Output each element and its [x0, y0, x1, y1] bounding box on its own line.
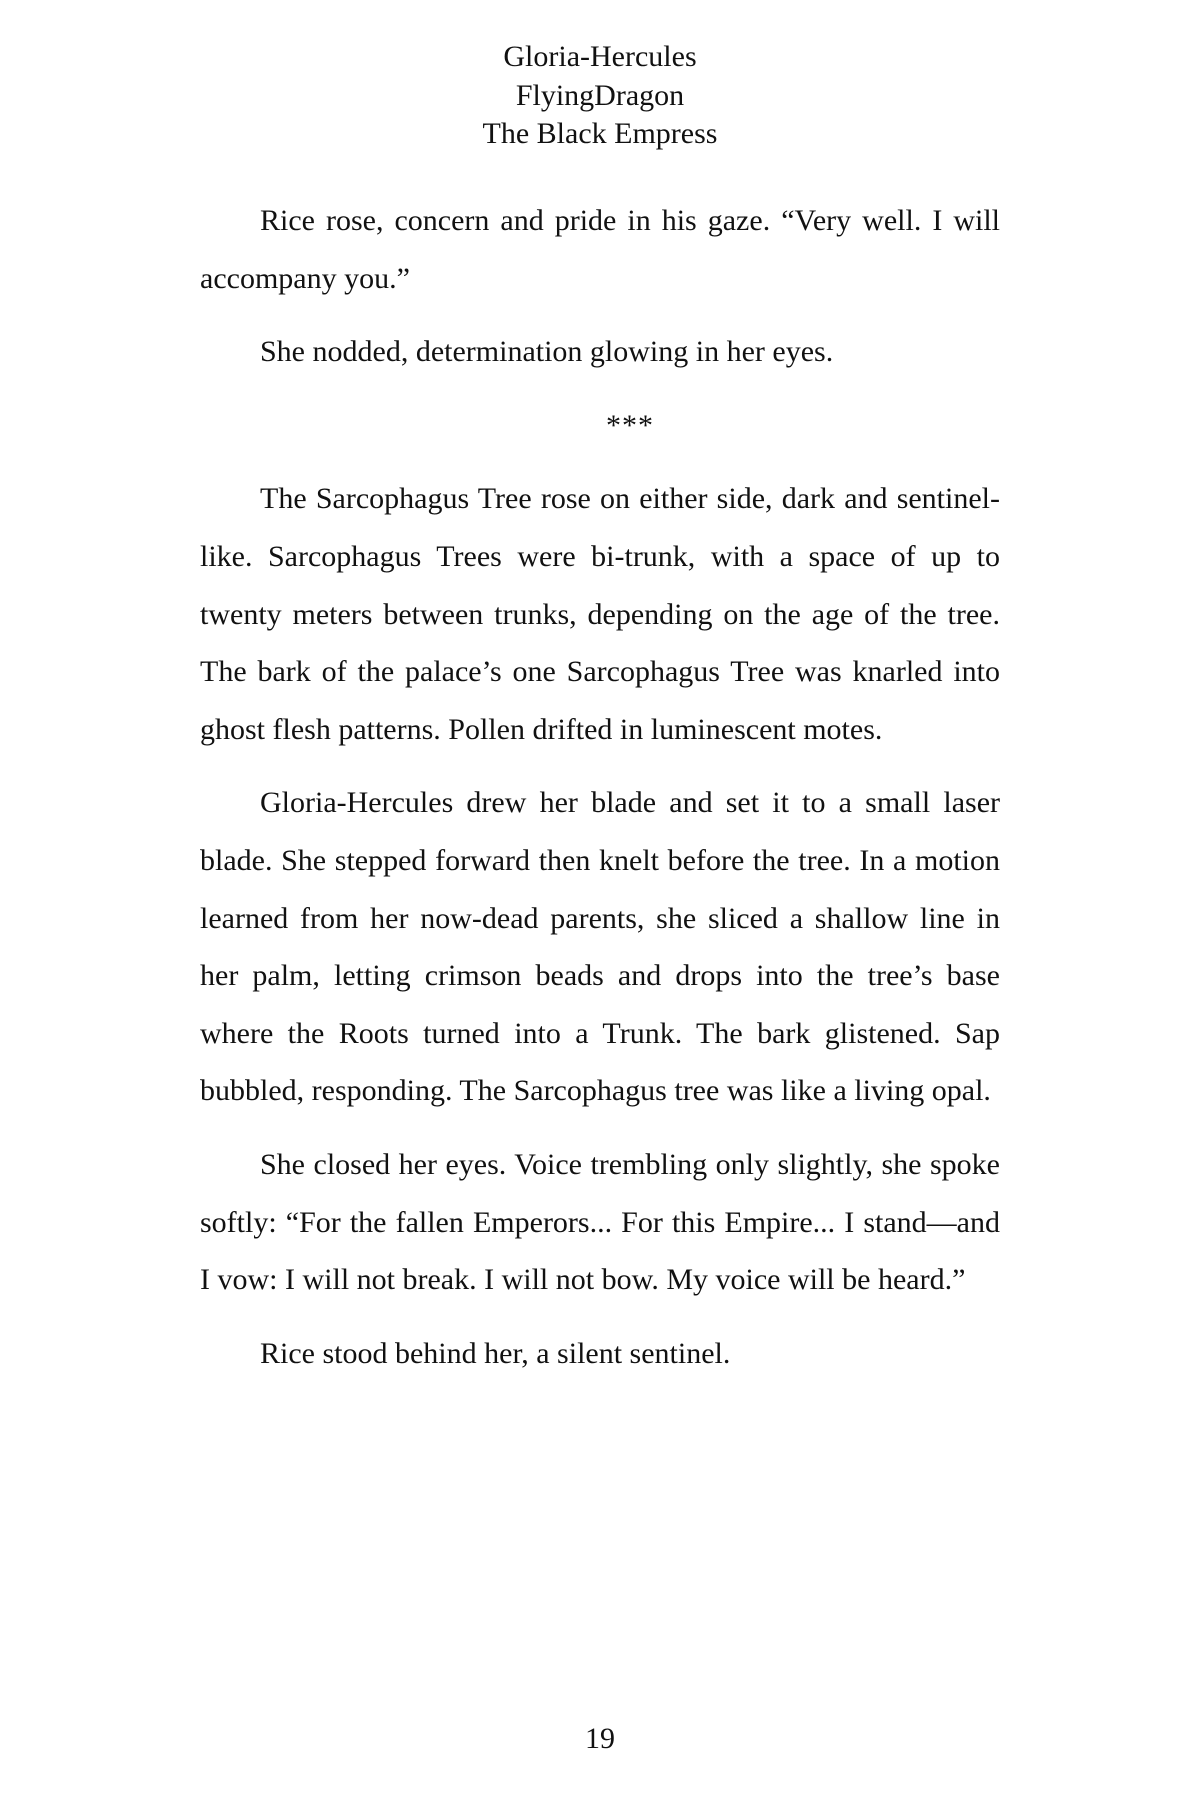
header-book-title: The Black Empress	[482, 117, 718, 150]
header-publisher: FlyingDragon	[515, 78, 685, 112]
paragraph: She nodded, determination glowing in her eyes.	[260, 335, 834, 369]
running-header	[0, 38, 1200, 154]
scene-break: ***	[606, 408, 654, 442]
paragraph: The Sarcophagus Tree rose on either side, dark and sentinel-like. Sarcophagus Trees were bi-trunk, with a space of up to twenty meters between trunks, depending on the age of the tree. The bark of the palace’s one Sarcophagus Tree was knarled into ghost flesh patterns. Pollen drifted in luminescent motes.	[200, 482, 1000, 746]
page-number: 19	[585, 1722, 615, 1755]
paragraph: Gloria-Hercules drew her blade and set it to a small laser blade. She stepped forward then knelt before the tree. In a motion learned from her now-dead parents, she sliced a shallow line in her palm, letting crimson beads and drops into the tree’s base where the Roots turned into a Trunk. The bark glistened. Sap bubbled, responding. The Sarcophagus tree was like a living opal.	[200, 786, 1000, 1108]
paragraph: Rice rose, concern and pride in his gaze. “Very well. I will accompany you.”	[200, 204, 1000, 295]
paragraph: She closed her eyes. Voice trembling only slightly, she spoke softly: “For the fallen Emperors... For this Empire... I stand—and I vow: I will not break. I will not bow. My voice will be heard.”	[200, 1147, 1000, 1297]
paragraph: Rice stood behind her, a silent sentinel.	[260, 1336, 731, 1370]
header-author: Gloria-Hercules	[503, 40, 697, 73]
page-body	[200, 192, 1000, 1398]
